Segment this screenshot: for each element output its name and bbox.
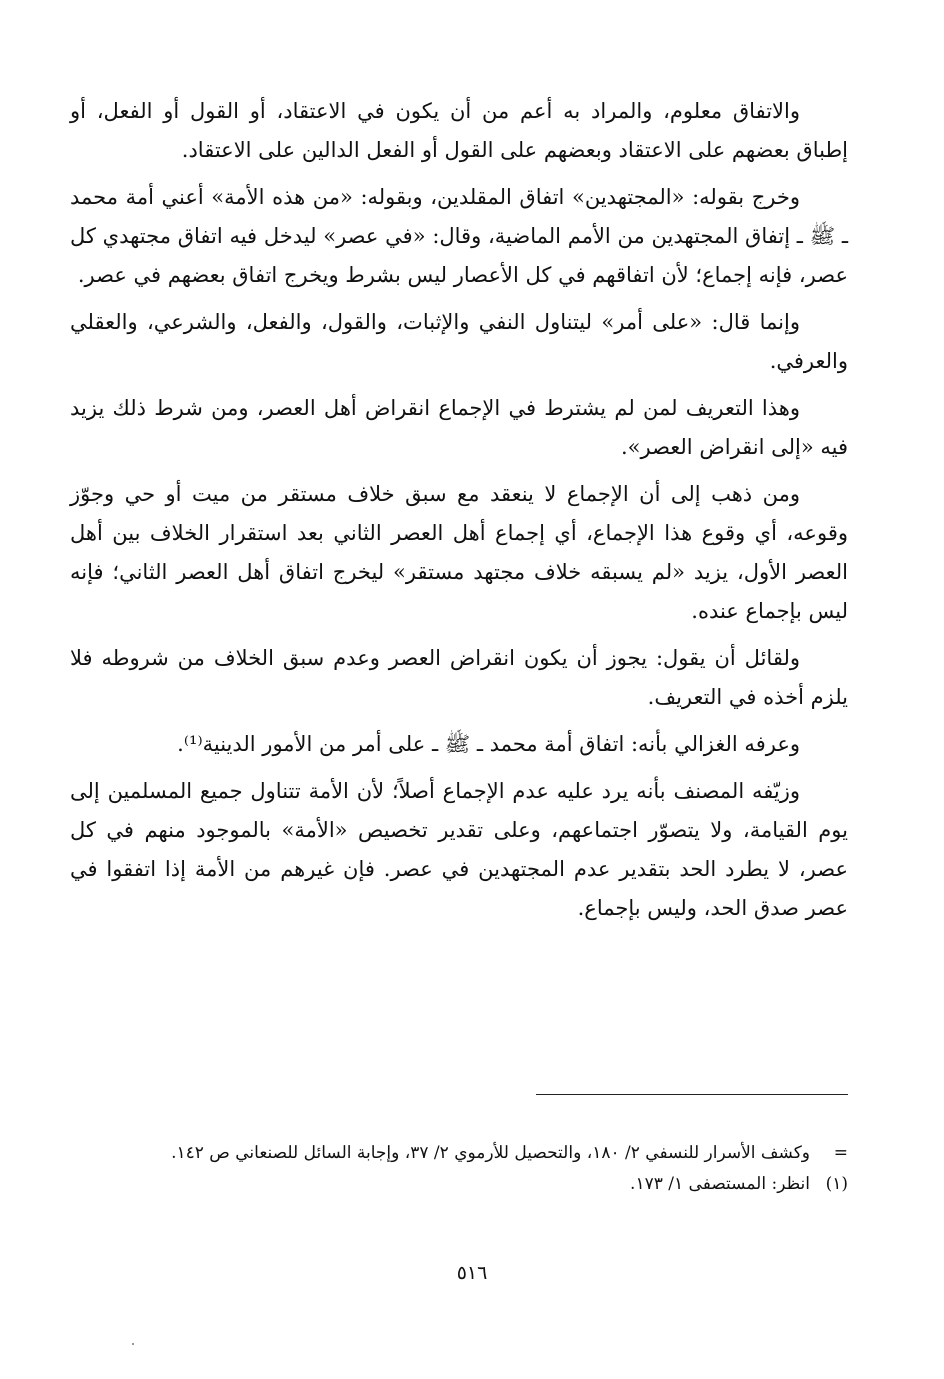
footnote-1 — [70, 1169, 848, 1200]
main-text — [70, 92, 848, 936]
footnote-divider — [536, 1094, 848, 1095]
paragraph-5: ومن ذهب إلى أن الإجماع لا ينعقد مع سبق خلاف مستقر من ميت أو حي وجوّز وقوعه، أي وقوع هذا الإجماع، أي إجماع أهل العصر الثاني بعد استقرار الخلاف بين أهل العصر الأول، يزيد «لم يسبقه خلاف مجتهد مستقر» ليخرج اتفاق أهل العصر الثاني؛ فإنه ليس بإجماع عنده. — [70, 482, 848, 623]
paragraph-4: وهذا التعريف لمن لم يشترط في الإجماع انقراض أهل العصر، ومن شرط ذلك يزيد فيه «إلى انقراض العصر». — [70, 396, 848, 459]
paragraph-8: وزيّفه المصنف بأنه يرد عليه عدم الإجماع أصلاً؛ لأن الأمة تتناول جميع المسلمين إلى يوم القيامة، ولا يتصوّر اجتماعهم، وعلى تقدير تخصيص «الأمة» بالموجود منهم في كل عصر، لا يطرد الحد بتقدير عدم المجتهدين في عصر. فإن غيرهم من الأمة إذا اتفقوا في عصر صدق الحد، وليس بإجماع. — [70, 779, 848, 920]
scan-speck — [132, 1343, 134, 1345]
footnote-marker: = — [833, 1143, 848, 1163]
paragraph-3: وإنما قال: «على أمر» ليتناول النفي والإثبات، والقول، والفعل، والشرعي، والعقلي والعرفي. — [70, 310, 848, 373]
footnotes — [70, 1138, 848, 1200]
footnote-continued — [70, 1138, 848, 1169]
footnote-text: انظر: المستصفى ١/ ١٧٣. — [630, 1174, 810, 1194]
paragraph-2: وخرج بقوله: «المجتهدين» اتفاق المقلدين، وبقوله: «من هذه الأمة» أعني أمة محمد ـ ﷺ ـ إتفاق المجتهدين من الأمم الماضية، وقال: «في عصر» ليدخل فيه اتفاق مجتهدي كل عصر، فإنه إجماع؛ لأن اتفاقهم في كل الأعصار ليس بشرط ويخرج اتفاق بعضهم في عصر. — [70, 185, 848, 287]
paragraph-7: وعرفه الغزالي بأنه: اتفاق أمة محمد ـ ﷺ ـ على أمر من الأمور الدينية⁽¹⁾. — [177, 732, 800, 756]
paragraph-6: ولقائل أن يقول: يجوز أن يكون انقراض العصر وعدم سبق الخلاف من شروطه فلا يلزم أخذه في التعريف. — [70, 646, 848, 709]
footnote-text: وكشف الأسرار للنسفي ٢/ ١٨٠، والتحصيل للأرموي ٢/ ٣٧، وإجابة السائل للصنعاني ص ١٤٢. — [171, 1143, 810, 1163]
footnote-marker: (١) — [825, 1174, 848, 1194]
paragraph-1: والاتفاق معلوم، والمراد به أعم من أن يكون في الاعتقاد، أو القول أو الفعل، أو إطباق بعضهم على الاعتقاد وبعضهم على القول أو الفعل الدالين على الاعتقاد. — [70, 99, 848, 162]
page-number: ٥١٦ — [456, 1262, 488, 1284]
